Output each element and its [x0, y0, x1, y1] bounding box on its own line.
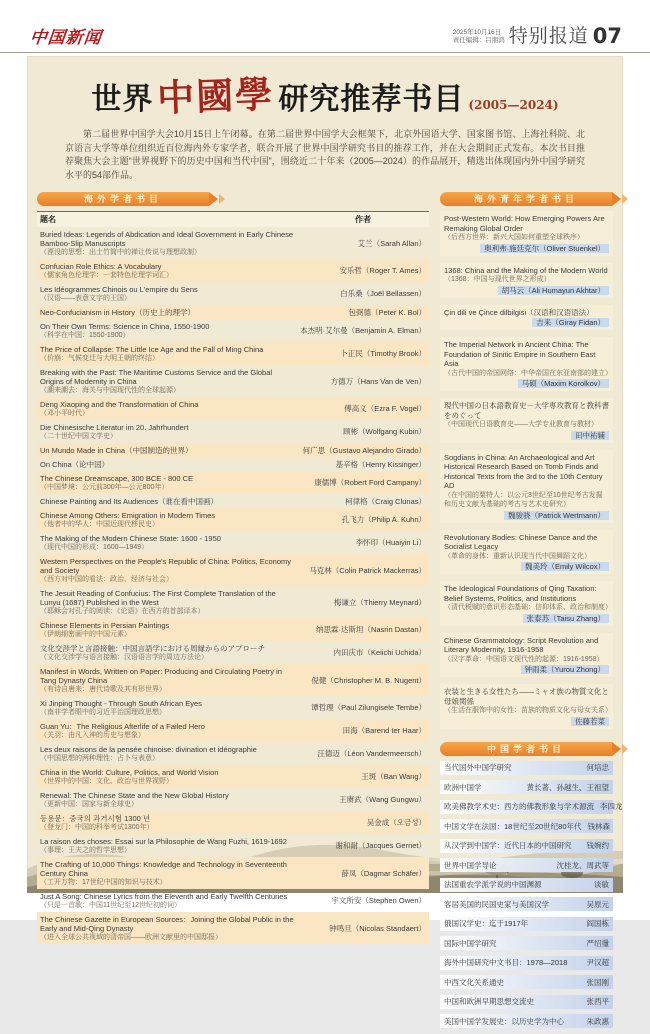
book-subtitle: （湮没的思想：出土竹简中的禅让传说与理想政制） [40, 248, 201, 256]
book-title-cell [40, 497, 300, 506]
book-title-cell [40, 446, 300, 455]
list-item [440, 633, 613, 678]
issue-meta [453, 29, 505, 45]
book-author: 严绍璗 [586, 938, 609, 948]
book-title: La raison des choses: Essai sur la Philosophie de Wang Fuzhi, 1619-1692 [40, 836, 287, 846]
table-row [37, 586, 429, 618]
book-author: 内田庆市（Keiichi Uchida） [333, 648, 426, 657]
book-author: 安乐哲（Roger T. Ames） [339, 266, 426, 275]
col-header-author: 作者 [355, 215, 371, 224]
book-author: 田海（Barend ter Haar） [342, 726, 426, 735]
book-subtitle: （中国梦境：公元前300年—公元800年） [40, 483, 169, 491]
table-row [37, 531, 429, 554]
book-title: Just A Song: Chinese Lyrics from the Eleventh and Early Twelfth Centuries [40, 891, 288, 901]
table-row [37, 420, 429, 443]
book-subtitle: （进入全球公共视域的清帝国——欧洲文献里的中国邸报） [40, 933, 222, 941]
book-title: 衣装と生きる女性たち——ミャオ族の物質文化と母娘関係 [444, 687, 609, 706]
book-title: Les Idéogrammes Chinois ou L'empire du Sens [40, 284, 198, 294]
intro-paragraph: 第二届世界中国学大会10月15日上午闭幕。在第二届世界中国学大会框架下，北京外国语大学、国家图书馆、上海社科院、北京语言大学等单位组织近百位海内外专家学者，联合开展了世界中国学研究书目的推荐工作，并在大会期间正式发布。本次书目推荐聚焦大会主题“世界视野下的历史中国和当代中国”，围绕近二十年来（2005—2024）的作品展开，精选出体现国内外中国学研究水平的54部作品。 [65, 129, 585, 180]
book-author-line [444, 665, 609, 675]
book-author: 倪健（Christopher M. B. Nugent） [311, 675, 426, 685]
book-title-cell [40, 915, 300, 942]
table-row [37, 618, 429, 641]
book-author: 谭哲理（Paul Zilungisele Tembe） [311, 703, 426, 712]
masthead [0, 0, 650, 53]
list-item [440, 337, 613, 391]
banner-young-scholars: 海外青年学者书目 [440, 192, 612, 206]
book-title: Çin dili ve Çince dilbilgisi（汉语和汉语语法） [444, 307, 594, 317]
title-pre: 世界 [91, 82, 154, 117]
table-header [37, 211, 429, 227]
book-author: 谈敏 [594, 880, 609, 889]
book-subtitle: （文化交涉学与语言接触：汉语语言学的周边方法论） [40, 653, 208, 661]
book-title: The Chinese Dreamscape, 300 BCE - 800 CE [40, 473, 193, 483]
table-row [37, 811, 429, 834]
book-title: Die Chinesische Literatur im 20. Jahrhundert [40, 422, 189, 432]
book-title: Buried Ideas: Legends of Abdication and Ideal Government in Early Chinese Bamboo-Slip Manuscripts [40, 229, 294, 248]
book-title: Post-Western World: How Emerging Powers Are Remaking Global Order [444, 214, 605, 233]
book-title-cell [40, 722, 300, 740]
issue-date: 2025年10月16日 [452, 29, 502, 36]
book-title-cell [40, 791, 300, 809]
book-author: 吉来（Giray Fidan） [532, 318, 609, 327]
book-author: 沈桂龙、周武等 [556, 860, 609, 870]
book-title: Revolutionary Bodies: Chinese Dance and the Socialist Legacy [444, 532, 598, 551]
col-header-title: 题名 [40, 215, 56, 224]
book-author: 卜正民（Timothy Brook） [340, 349, 426, 358]
table-row [440, 936, 613, 950]
book-author: 李四龙 [600, 802, 623, 811]
content-sheet [27, 56, 623, 1026]
book-author: 钱婉约 [586, 841, 609, 850]
book-title-cell [40, 667, 300, 694]
book-subtitle: （现代中国的形成：1600—1949） [40, 543, 149, 551]
table-row [440, 800, 623, 814]
book-title: Sogdians in China: An Archaeological and Art Historical Research Based on Tomb Finds and Historical Texts from the 3rd to the 10th Century AD [444, 452, 603, 490]
book-title: China in the World: Culture, Politics, and World Vision [40, 767, 219, 777]
book-title: The Jesuit Reading of Confucius: The First Complete Translation of the Lunyu (1687) Published in the West [40, 588, 276, 607]
book-subtitle: （中国思想的两种理性：占卜与表意） [40, 754, 159, 762]
book-title-cell [40, 768, 300, 786]
book-title-cell [40, 557, 300, 584]
table-row [37, 471, 429, 494]
book-title: The Crafting of 10,000 Things: Knowledge and Technology in Seventeenth Century China [40, 859, 287, 878]
list-item [440, 211, 613, 256]
table-row [37, 912, 429, 944]
book-title-cell [40, 460, 300, 469]
title-years: (2005—2024) [468, 98, 559, 112]
book-author-line [444, 511, 609, 521]
table-row [37, 494, 429, 508]
book-author: 何广思（Gustavo Alejandro Girado） [302, 445, 426, 455]
book-title-cell [40, 285, 300, 303]
table-row [37, 227, 429, 259]
list-item [440, 684, 613, 729]
overseas-scholars-section [37, 192, 429, 1034]
table-row [37, 508, 429, 531]
book-author: 马硕（Maxim Korolkov） [518, 379, 609, 388]
book-author: 吴金成（오금성） [366, 818, 426, 827]
table-row [37, 788, 429, 811]
book-author: 白乐桑（Joël Bellassen） [340, 289, 426, 298]
table-row [440, 956, 613, 970]
book-subtitle: （关羽：由凡入神的历史与想象） [40, 731, 145, 739]
book-author: 胡马云（Ali Humayun Akhtar） [498, 286, 609, 295]
book-title: Manifest in Words, Written on Paper: Producing and Circulating Poetry in Tang Dynasty China [40, 666, 282, 685]
book-title: 客居美国的民国史家与美国汉学 [444, 899, 549, 909]
table-row [37, 457, 429, 471]
book-subtitle: （后西方世界：新兴大国如何重塑全球秩序） [444, 234, 584, 241]
book-title: Chinese Elements in Persian Paintings [40, 620, 170, 630]
book-author-line [444, 244, 609, 254]
book-author: 汪德迈（Léon Vandermeersch） [317, 749, 426, 758]
book-title-cell [40, 368, 300, 395]
book-subtitle: （儒家角色伦理学：一套特色伦理学词汇） [40, 271, 173, 279]
book-title-cell [40, 345, 300, 363]
table-row [440, 1014, 613, 1028]
book-subtitle: （耶稣会对孔子的阅读：《论语》在西方的首部译本） [40, 607, 205, 615]
table-row [37, 259, 429, 282]
book-title: 欧洲中国学 [444, 782, 482, 792]
book-author: 梅谦立（Thierry Meynard） [333, 597, 426, 607]
book-title: 文化交渉学と言語接触：中国言語学における周縁からのアプローチ [40, 643, 265, 653]
book-author: 魏骏骁（Patrick Wertmann） [504, 511, 609, 520]
book-title: Un Mundo Made in China（中国制造的世界） [40, 445, 193, 455]
book-author: 本杰明·艾尔曼（Benjamin A. Elman） [300, 326, 426, 335]
book-title-cell [40, 423, 300, 441]
book-title: 中西文化关系通史 [444, 977, 504, 987]
book-title-cell [40, 589, 300, 616]
book-title: 国际中国学研究 [444, 938, 497, 948]
young-items [440, 211, 613, 729]
page-number: 07 [592, 24, 622, 48]
book-title: 当代国外中国学研究 [444, 763, 512, 772]
book-title: 등용문：중국의 과거시험 1300 년 [40, 813, 151, 823]
table-row [37, 857, 429, 889]
book-title: On Their Own Terms: Science in China, 1550-1900 [40, 321, 210, 331]
list-item [440, 530, 613, 575]
book-title-cell [40, 308, 300, 317]
book-title: 俄国汉学史：迄于1917年 [444, 919, 529, 928]
book-author: 薛凤（Dagmar Schäfer） [341, 868, 426, 878]
book-author: 张国刚 [586, 977, 609, 987]
book-title-cell [40, 644, 300, 662]
book-title-cell [40, 860, 300, 887]
book-subtitle: （清代税赋的意识形态基础：信仰体系、政治和制度） [444, 604, 612, 611]
list-item [440, 450, 613, 523]
table-row [37, 319, 429, 342]
book-subtitle: （科学在中国：1550-1900） [40, 331, 130, 339]
table-row [37, 834, 429, 857]
book-author-line [444, 286, 609, 296]
table-row [440, 839, 613, 853]
book-author: 奥利弗·施廷克尔（Oliver Stuenkel） [480, 244, 609, 253]
book-author: 傅高义（Ezra F. Vogel） [344, 404, 426, 413]
columns [37, 192, 623, 1034]
book-author-line [444, 717, 609, 727]
book-title-cell [40, 745, 300, 763]
book-title-cell [40, 511, 300, 529]
book-subtitle: （1368：中国与现代世界之形成） [444, 276, 551, 283]
book-subtitle: （邓小平时代） [40, 409, 89, 417]
book-author-line [444, 614, 609, 624]
book-title: The Making of the Modern Chinese State: 1600 - 1950 [40, 533, 221, 543]
book-author: 基辛格（Henry Kissinger） [335, 459, 426, 469]
book-title: 中国和欧洲早期思想交流史 [444, 997, 534, 1006]
book-title-cell [40, 534, 300, 552]
book-author: 钱林森 [587, 821, 611, 831]
book-author: 何培忠 [586, 763, 609, 772]
table-row [440, 761, 613, 775]
table-row [440, 897, 613, 911]
table-row [37, 719, 429, 742]
table-row [37, 397, 429, 420]
book-author-line [444, 431, 609, 441]
book-subtitle: （汉字革命：中国语文现代性的起源：1916-1958） [444, 655, 604, 663]
book-title-cell [40, 621, 300, 639]
book-subtitle: （更新中国：国家与新全球史） [40, 800, 138, 808]
book-author: 黄长著、孙越生、王祖望 [526, 782, 609, 792]
book-title: 美国中国学发展史：以历史学为中心 [444, 1016, 564, 1026]
list-item [440, 398, 613, 443]
book-author: 方德万（Hans Van de Ven） [330, 376, 426, 386]
table-row [440, 917, 613, 931]
overseas-rows [37, 227, 429, 944]
book-author: 佐藤若菜 [571, 717, 609, 726]
masthead-logo: 中国新闻 [28, 28, 103, 48]
book-title: 从汉学到中国学：近代日本的中国研究 [444, 841, 572, 850]
table-row [440, 780, 613, 794]
table-row [37, 696, 429, 719]
book-title: 中国文学在法国：18世纪至20世纪80年代 [444, 821, 582, 831]
book-title: Breaking with the Past: The Maritime Customs Service and the Global Origins of Modernity in China [40, 367, 273, 386]
book-subtitle: （他者中的华人：中国近现代移民史） [40, 520, 159, 528]
table-row [440, 858, 613, 872]
book-subtitle: （二十世纪中国文学史） [40, 432, 117, 440]
book-author: 尹汉超 [586, 958, 609, 967]
table-row [37, 365, 429, 397]
book-author: 纳思霖·达斯坦（Nasrin Dastan） [315, 625, 426, 634]
book-subtitle: （事理：王夫之的哲学思想） [40, 846, 131, 854]
book-subtitle: （革命的身体：重新认识现当代中国舞蹈文化） [444, 552, 591, 560]
list-item [440, 305, 613, 331]
book-title: On China（论中国） [40, 459, 110, 469]
list-item [440, 581, 613, 626]
right-column [440, 192, 623, 1034]
book-title: Western Perspectives on the People's Republic of China: Politics, Economy and Society [40, 556, 292, 575]
book-title: 法国重农学派学说的中国渊源 [444, 880, 542, 889]
section-title: 特别报道 [508, 26, 589, 47]
book-subtitle: （生活在服饰中的女性：苗族的物质文化与母女关系） [444, 707, 612, 714]
book-author: 田中祐辅 [571, 431, 609, 440]
book-author: 钟鸣旦（Nicolas Standaert） [329, 923, 426, 933]
book-subtitle: （只是一首歌：中国11世纪至12世纪初的词） [40, 901, 182, 909]
book-subtitle: （中国现代日语教育史——大学专业教育与教材） [444, 421, 598, 428]
table-row [37, 765, 429, 788]
book-author: 阎国栋 [586, 919, 609, 928]
book-title: Confucian Role Ethics: A Vocabulary [40, 261, 162, 271]
book-title: Deng Xiaoping and the Transformation of China [40, 399, 199, 409]
book-subtitle: （伊朗细密画中的中国元素） [40, 630, 131, 638]
book-author: 李怀印（Huaiyin Li） [355, 538, 426, 547]
book-subtitle: （登龙门：中国的科举考试1300年） [40, 823, 154, 831]
table-row [37, 664, 429, 696]
title-highlight: 中國學 [156, 71, 276, 121]
book-title: 世界中国学导论 [444, 860, 497, 870]
book-title: The Ideological Foundations of Qing Taxation: Belief Systems, Politics, and Institutions [444, 584, 597, 603]
book-title: Renewal: The Chinese State and the New Global History [40, 790, 229, 800]
book-author-line [444, 562, 609, 572]
book-subtitle: （工开万物：17世纪中国的知识与技术） [40, 878, 167, 886]
book-title: Xi Jinping Thought - Through South African Eyes [40, 698, 202, 708]
book-subtitle: （古代中国的帝国网络：中华帝国在东亚南部的建立） [444, 369, 612, 377]
book-title: The Price of Collapse: The Little Ice Age and the Fall of Ming China [40, 344, 264, 354]
book-author: 宇文所安（Stephen Owen） [331, 896, 426, 905]
book-title: Les deux raisons de la pensée chinoise: divination et idéographie [40, 744, 257, 754]
book-title: 欧美佛教学术史：西方的佛教形象与学术源流 [444, 802, 594, 811]
book-subtitle: （潮来潮去：海关与中国现代性的全球起源） [40, 386, 180, 394]
book-author: 张泰苏（Taisu Zhang） [523, 614, 609, 623]
title-post: 研究推荐书目 [278, 82, 465, 117]
table-row [440, 878, 613, 892]
book-title: Chinese Painting and Its Audiences（谁在看中国画） [40, 496, 218, 506]
book-title: Neo-Confucianism in History（历史上的理学） [40, 307, 196, 317]
table-row [37, 443, 429, 457]
book-author: 顾彬（Wolfgang Kubin） [343, 427, 426, 436]
table-row [440, 975, 613, 989]
masthead-right [453, 21, 622, 48]
book-title-cell [40, 322, 300, 340]
book-author: 魏美玲（Emily Wilcox） [521, 562, 609, 571]
book-title-cell [40, 230, 300, 257]
book-author-line [444, 379, 609, 389]
book-subtitle: （西方对中国的看法：政治、经济与社会） [40, 575, 173, 583]
book-author: 钟雨柔（Yurou Zhong） [521, 665, 609, 674]
book-title: 現代中国の日本語教育史－大学専攻教育と教科書をめぐって [444, 401, 609, 420]
book-subtitle: （价崩：气候变迁与大明王朝的终结） [40, 354, 159, 362]
book-title: 1368: China and the Making of the Modern World [444, 265, 608, 275]
book-title: The Imperial Network in Ancient China: The Foundation of Sinitic Empire in Southern East Asia [444, 340, 596, 368]
table-row [440, 995, 613, 1009]
banner-overseas-scholars: 海外学者书目 [37, 192, 209, 206]
book-title-cell [40, 814, 300, 832]
book-subtitle: （汉语——表意文字的王国） [40, 294, 131, 302]
table-row [37, 282, 429, 305]
book-title: The Chinese Gazette in European Sources：Joining the Global Public in the Early and Mid-Qing Dynasty [40, 914, 294, 933]
book-subtitle: （有诗自唐来：唐代诗歌及其有形世界） [40, 685, 166, 693]
book-title: Chinese Among Others: Emigration in Modern Times [40, 510, 216, 520]
book-title-cell [40, 474, 300, 492]
table-row [37, 889, 429, 912]
book-author-line [444, 318, 609, 328]
book-author: 谢和耐（Jacques Gernet） [335, 841, 426, 850]
book-title-cell [40, 837, 300, 855]
book-author: 王赓武（Wang Gungwu） [339, 795, 426, 804]
book-title: Guan Yu：The Religious Afterlife of a Failed Hero [40, 721, 205, 731]
book-author: 张西平 [586, 997, 609, 1006]
editor-line: 责任编辑：吕朋鸿 [452, 37, 505, 44]
book-title: 海外中国研究中文书目：1978—2018 [444, 958, 568, 967]
book-author: 王斑（Ban Wang） [361, 772, 426, 781]
book-title-cell [40, 262, 300, 280]
table-row [37, 342, 429, 365]
book-author: 吴原元 [586, 899, 609, 909]
table-row [37, 305, 429, 319]
table-row [37, 641, 429, 664]
book-subtitle: （南非学者眼中的习近平治国理政思想） [40, 708, 166, 716]
book-subtitle: （世界中的中国：文化、政治与世界视野） [40, 777, 173, 785]
table-row [440, 819, 613, 833]
book-subtitle: （在中国的粟特人：以公元3世纪至10世纪考古发掘和历史文献为基础的考古与艺术史研究） [444, 491, 603, 508]
book-author: 柯律格（Craig Clunas） [345, 496, 426, 506]
book-author: 包弼德（Peter K. Bol） [348, 307, 426, 317]
book-title-cell [40, 400, 300, 418]
list-item [440, 263, 613, 298]
banner-chinese-scholars: 中国学者书目 [440, 742, 612, 756]
book-author: 康儒博（Robert Ford Campany） [314, 478, 426, 487]
table-row [37, 742, 429, 765]
book-author: 艾兰（Sarah Allan） [357, 238, 426, 248]
book-title: Chinese Grammatology: Script Revolution and Literary Modernity, 1916-1958 [444, 635, 599, 654]
main-title [27, 66, 623, 120]
book-author: 马克林（Colin Patrick Mackerras） [309, 565, 426, 575]
book-author: 朱政惠 [586, 1016, 609, 1026]
book-author: 孔飞力（Philip A. Kuhn） [341, 515, 426, 524]
book-title-cell [40, 699, 300, 717]
chinese-rows [440, 761, 623, 1029]
table-row [37, 554, 429, 586]
book-title-cell [40, 892, 300, 910]
